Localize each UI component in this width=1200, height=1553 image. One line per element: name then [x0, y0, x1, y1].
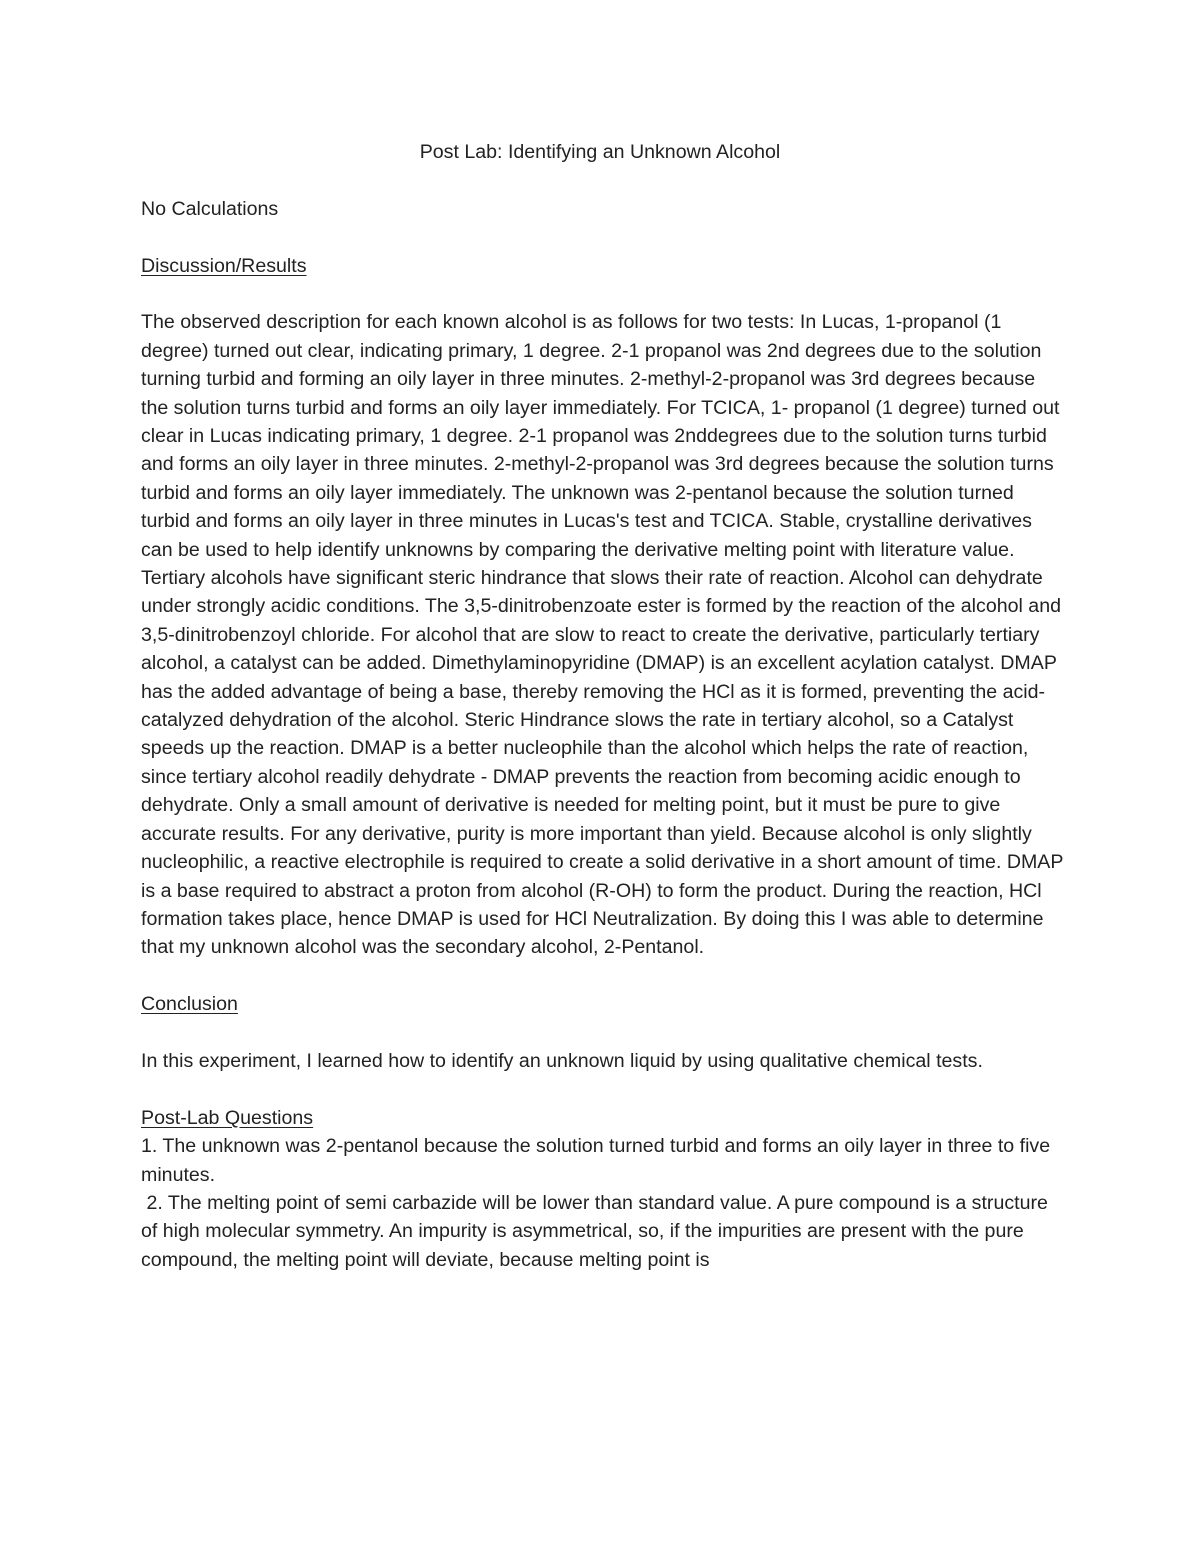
question-2-answer: 2. The melting point of semi carbazide will be lower than standard value. A pure compound is a structure of high molecular symmetry. An impurity is asymmetrical, so, if the impurities are present with the pure compound, the melting point will deviate, because melting point is [141, 1191, 1054, 1271]
conclusion-paragraph: In this experiment, I learned how to identify an unknown liquid by using qualitative chemical tests. [141, 1049, 983, 1072]
spacer [141, 1019, 1066, 1047]
conclusion-heading: Conclusion [141, 993, 238, 1016]
question-1-answer: 1. The unknown was 2-pentanol because the solution turned turbid and forms an oily layer in three to five minutes. [141, 1135, 1051, 1186]
spacer [141, 1075, 1066, 1103]
discussion-heading: Discussion/Results [141, 254, 307, 277]
no-calculations-text: No Calculations [141, 197, 279, 220]
document-title: Post Lab: Identifying an Unknown Alcohol [419, 141, 781, 163]
discussion-paragraph: The observed description for each known alcohol is as follows for two tests: In Lucas, 1-propanol (1 degree) turned out clear, indicating primary, 1 degree. 2-1 propanol was 2nd degrees due to the solution turning turbid and forming an oily layer in three minutes. 2-methyl-2-propanol was 3rd degrees because the solution turns turbid and forms an oily layer immediately. For TCICA, 1- propanol (1 degree) turned out clear in Lucas indicating primary, 1 degree. 2-1 propanol was 2nddegrees due to the solution turns turbid and forms an oily layer in three minutes. 2-methyl-2-propanol was 3rd degrees because the solution turns turbid and forms an oily layer immediately. The unknown was 2-pentanol because the solution turned turbid and forms an oily layer in three minutes in Lucas's test and TCICA. Stable, crystalline derivatives can be used to help identify unknowns by comparing the derivative melting point with literature value. Tertiary alcohols have significant steric hindrance that slows their rate of reaction. Alcohol can dehydrate under strongly acidic conditions. The 3,5-dinitrobenzoate ester is formed by the reaction of the alcohol and 3,5-dinitrobenzoyl chloride. For alcohol that are slow to react to create the derivative, particularly tertiary alcohol, a catalyst can be added. Dimethylaminopyridine (DMAP) is an excellent acylation catalyst. DMAP has the added advantage of being a base, thereby removing the HCl as it is formed, preventing the acid-catalyzed dehydration of the alcohol. Steric Hindrance slows the rate in tertiary alcohol, so a Catalyst speeds up the reaction. DMAP is a better nucleophile than the alcohol which helps the rate of reaction, since tertiary alcohol readily dehydrate - DMAP prevents the reaction from becoming acidic enough to dehydrate. Only a small amount of derivative is needed for melting point, but it must be pure to give accurate results. For any derivative, purity is more important than yield. Because alcohol is only slightly nucleophilic, a reactive electrophile is required to create a solid derivative in a short amount of time. DMAP is a base required to abstract a proton from alcohol (R-OH) to form the product. During the reaction, HCl formation takes place, hence DMAP is used for HCl Neutralization. By doing this I was able to determine that my unknown alcohol was the secondary alcohol, 2-Pentanol. [141, 311, 1064, 959]
post-lab-questions-heading: Post-Lab Questions [141, 1106, 314, 1129]
spacer [141, 223, 1066, 251]
spacer [141, 962, 1066, 990]
spacer [141, 280, 1066, 308]
document-body [141, 138, 1066, 1274]
